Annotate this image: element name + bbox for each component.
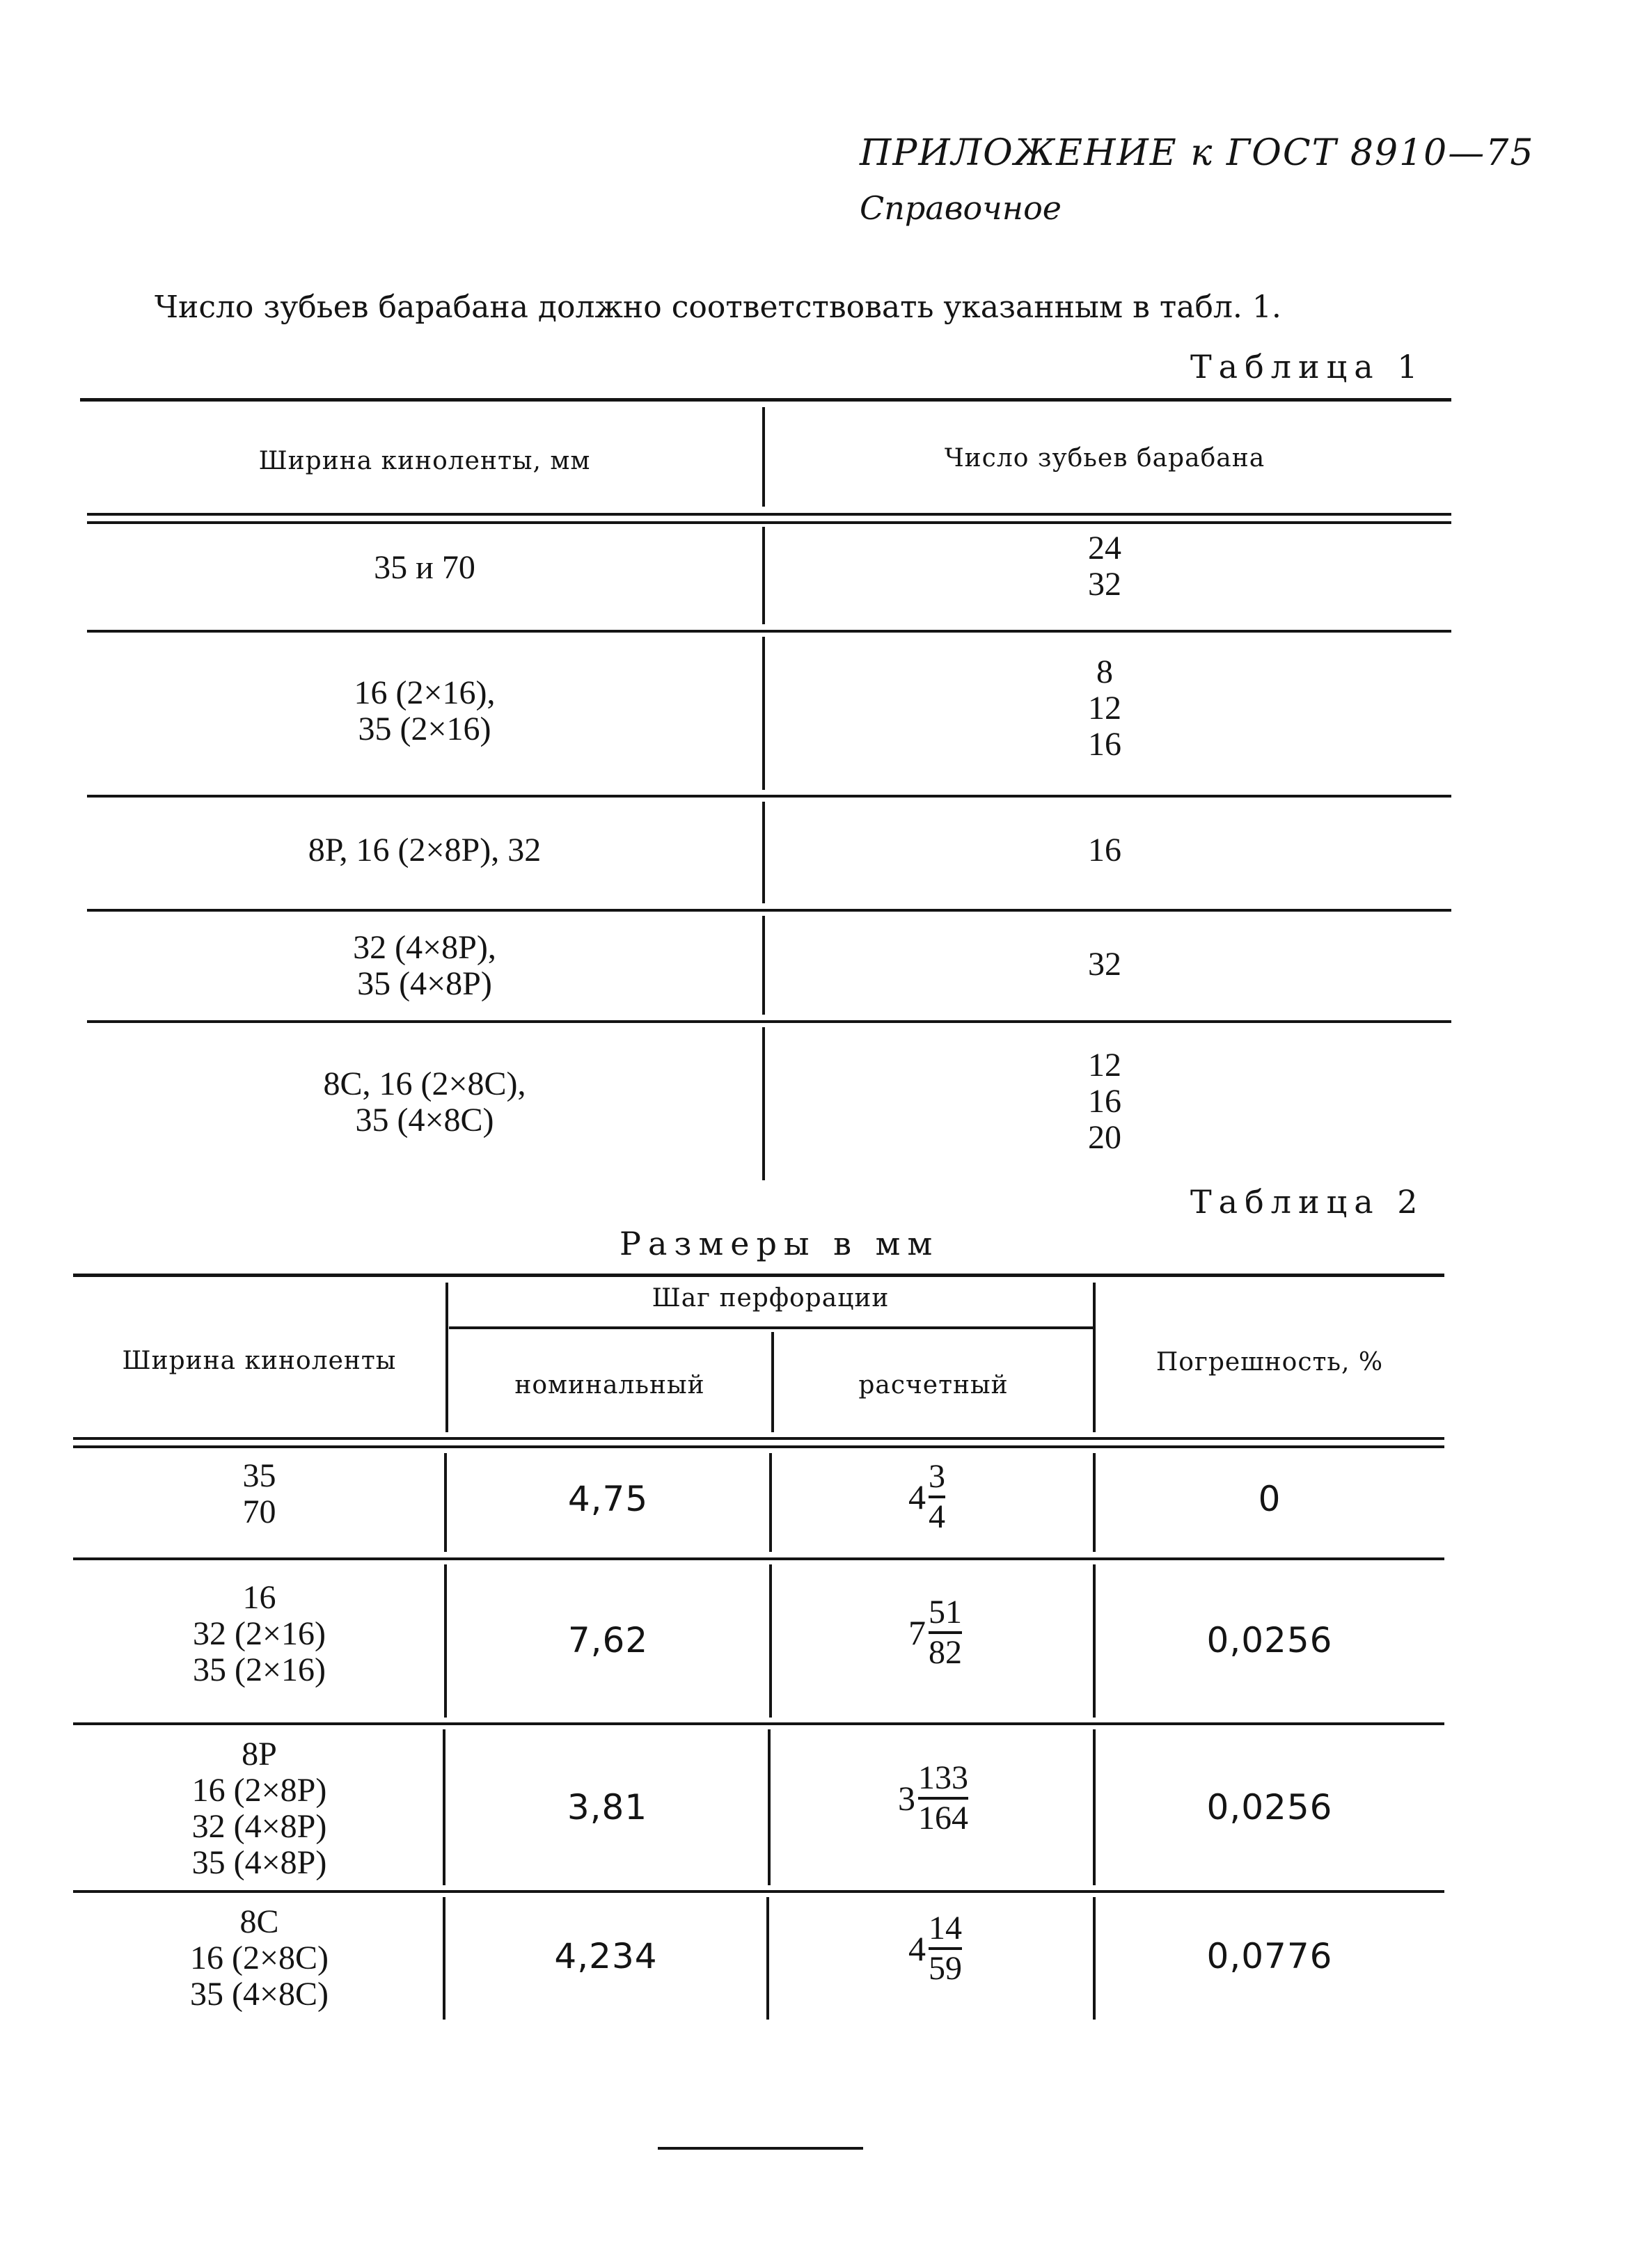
table1-label: Таблица 1 xyxy=(1190,348,1425,386)
intro-text: Число зубьев барабана должно соответствовать указанным в табл. 1. xyxy=(155,290,1281,325)
table2-row1-error: 0 xyxy=(1258,1479,1281,1519)
table1-row4-width: 32 (4×8Р), 35 (4×8Р) xyxy=(353,929,496,1002)
table2-row1-width: 35 70 xyxy=(242,1457,276,1530)
table2-row-rule xyxy=(73,1557,1444,1560)
table2-row4-width: 8С 16 (2×8С) 35 (4×8С) xyxy=(189,1903,329,2013)
table1-row-rule xyxy=(87,630,1451,633)
table2-row4-calc: 4 $\frac{14}{59}$ xyxy=(908,1910,962,1987)
table2-row2-width: 16 32 (2×16) 35 (2×16) xyxy=(192,1579,326,1688)
table1-row3-teeth: 16 xyxy=(1088,832,1121,869)
appendix-subtitle: Справочное xyxy=(860,189,1062,227)
table1-row-rule xyxy=(87,795,1451,798)
table2-row-rule xyxy=(73,1722,1444,1725)
table1-row-rule xyxy=(87,909,1451,912)
table2-row-rule xyxy=(73,1890,1444,1893)
table2-header-width: Ширина киноленты xyxy=(122,1347,397,1375)
table1-header-rule-1 xyxy=(87,513,1451,516)
table1-row2-width: 16 (2×16), 35 (2×16) xyxy=(354,674,496,747)
table1-header-teeth: Число зубьев барабана xyxy=(944,444,1265,473)
table1-row5-width: 8С, 16 (2×8С), 35 (4×8С) xyxy=(323,1065,526,1139)
table2-col-sep xyxy=(766,1897,769,2020)
table2-row4-nominal: 4,234 xyxy=(554,1936,658,1976)
table2-units: Размеры в мм xyxy=(620,1225,940,1262)
table2-row4-error: 0,0776 xyxy=(1206,1936,1333,1976)
table2-top-rule xyxy=(73,1274,1444,1277)
table2-row2-error: 0,0256 xyxy=(1206,1620,1333,1660)
table2-row3-error: 0,0256 xyxy=(1206,1787,1333,1827)
table2-row3-nominal: 3,81 xyxy=(567,1787,648,1827)
table1-row1-teeth: 24 32 xyxy=(1088,530,1121,603)
table2-col-sep xyxy=(769,1564,772,1718)
table1-row5-teeth: 12 16 20 xyxy=(1088,1047,1121,1156)
table1-row3-width: 8Р, 16 (2×8Р), 32 xyxy=(308,832,542,869)
table2-header-rule-1 xyxy=(73,1437,1444,1440)
table2-label: Таблица 2 xyxy=(1190,1183,1425,1221)
footer-rule xyxy=(658,2147,863,2150)
table2-row2-calc: 7 $\frac{51}{82}$ xyxy=(908,1594,962,1671)
appendix-title: ПРИЛОЖЕНИЕ к ГОСТ 8910—75 xyxy=(860,132,1535,174)
table2-header-calculated: расчетный xyxy=(858,1371,1009,1399)
table1-top-rule xyxy=(80,398,1451,402)
table2-header-pitch-group: Шаг перфорации xyxy=(652,1284,890,1313)
table2-col-sep xyxy=(768,1729,771,1885)
table1-header-rule-2 xyxy=(87,521,1451,524)
table1-row-rule xyxy=(87,1020,1451,1023)
table2-header-nominal: номинальный xyxy=(514,1371,705,1399)
table1-row4-teeth: 32 xyxy=(1088,946,1121,983)
table2-row3-calc: 3 $\frac{133}{164}$ xyxy=(898,1759,968,1837)
table1-row2-teeth: 8 12 16 xyxy=(1088,653,1121,763)
table2-header-rule-2 xyxy=(73,1445,1444,1448)
table2-row1-calc: 4 $\frac{3}{4}$ xyxy=(908,1458,945,1535)
table2-pitch-group-rule xyxy=(449,1326,1093,1329)
table2-row3-width: 8Р 16 (2×8Р) 32 (4×8Р) 35 (4×8Р) xyxy=(191,1736,327,1881)
table1-row1-width: 35 и 70 xyxy=(374,549,475,586)
table2-header-error: Погрешность, % xyxy=(1155,1348,1384,1377)
table2-col-sep xyxy=(769,1453,772,1552)
table2-row1-nominal: 4,75 xyxy=(567,1479,649,1519)
table1-header-width: Ширина киноленты, мм xyxy=(258,447,591,475)
table2-row2-nominal: 7,62 xyxy=(567,1620,649,1660)
